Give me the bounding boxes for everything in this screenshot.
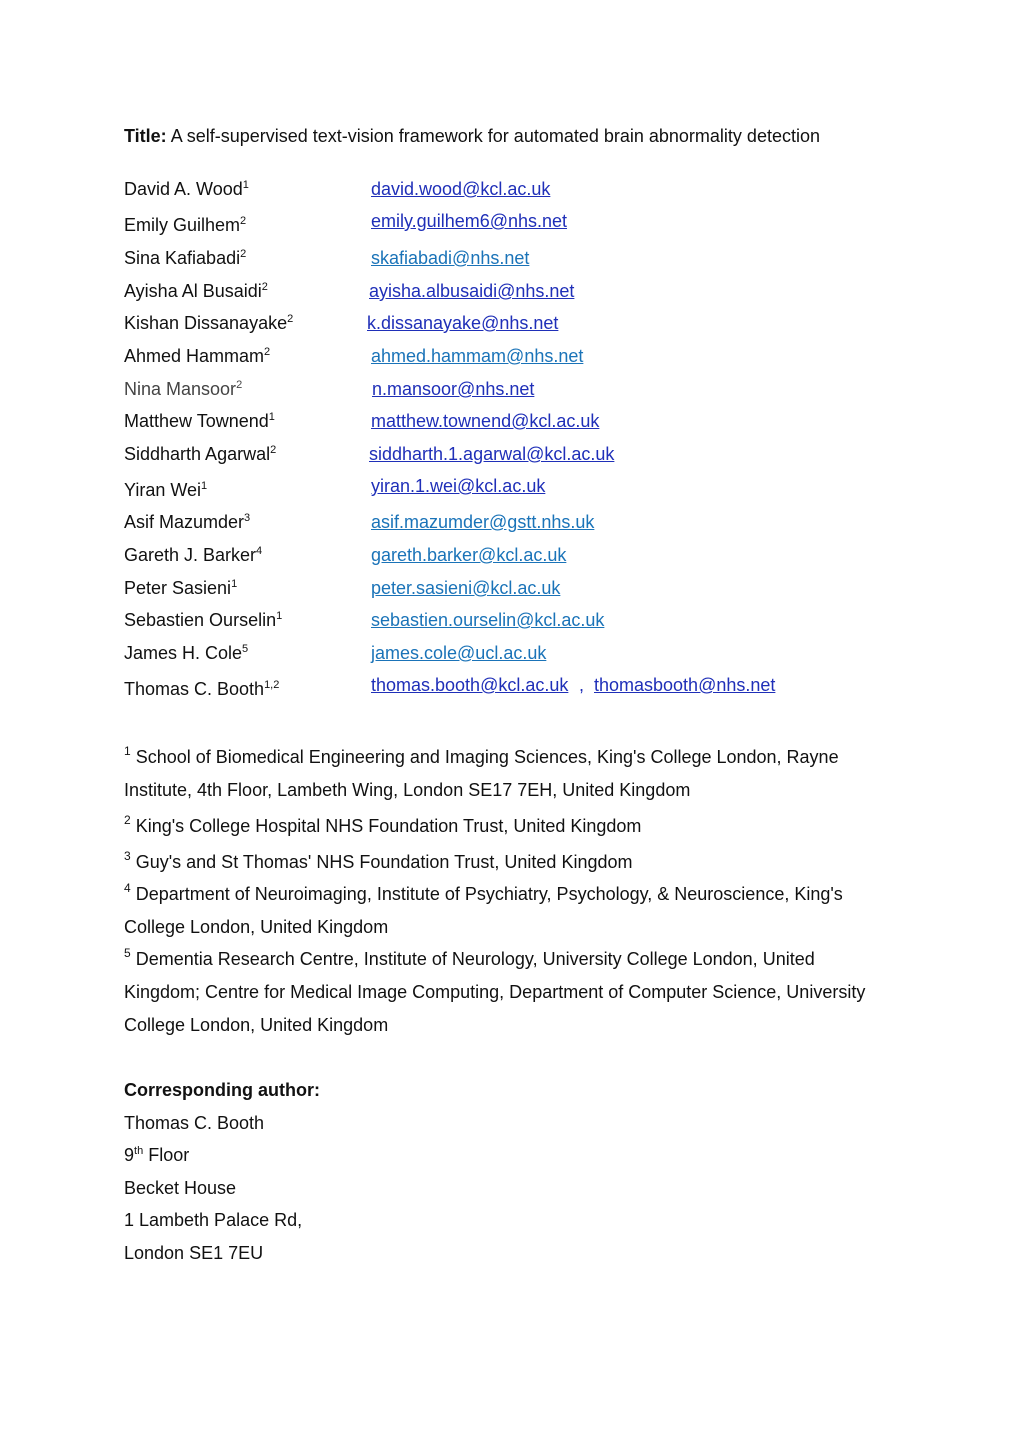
affiliation-3: [124, 846, 894, 879]
affiliation-text: Dementia Research Centre, Institute of Neurology, University College London, United Kingdom; Centre for Medical Image Computing, Department of Computer Science, University College London, United Kingdom: [124, 949, 866, 1035]
author-row: [124, 211, 924, 235]
author-name: Sina Kafiabadi$^2$: [124, 248, 247, 268]
author-email-link[interactable]: thomas.booth@kcl.ac.uk: [371, 675, 569, 695]
author-name: Yiran Wei$^1$: [124, 480, 208, 500]
author-email-link[interactable]: skafiabadi@nhs.net: [371, 248, 530, 268]
author-name: Ayisha Al Busaidi$^2$: [124, 281, 268, 301]
author-email-link[interactable]: ahmed.hammam@nhs.net: [371, 346, 584, 366]
author-email-link[interactable]: david.wood@kcl.ac.uk: [371, 179, 551, 199]
author-row: [124, 311, 924, 335]
author-row: [124, 177, 924, 201]
author-row: [124, 576, 924, 600]
author-row: [124, 608, 924, 632]
author-email-link-secondary[interactable]: thomasbooth@nhs.net: [594, 675, 776, 695]
author-row: [124, 377, 924, 401]
author-name: James H. Cole$^5$: [124, 643, 249, 663]
author-row: [124, 510, 924, 534]
author-email-link[interactable]: n.mansoor@nhs.net: [372, 379, 535, 399]
author-row: [124, 476, 924, 500]
author-email-link[interactable]: peter.sasieni@kcl.ac.uk: [371, 578, 561, 598]
corresponding-floor: 9th Floor: [124, 1145, 190, 1165]
affiliation-text: School of Biomedical Engineering and Imaging Sciences, King's College London, Rayne Institute, 4th Floor, Lambeth Wing, London SE17 7EH, United Kingdom: [124, 747, 839, 800]
author-email-link[interactable]: yiran.1.wei@kcl.ac.uk: [371, 476, 546, 496]
author-row: [124, 344, 924, 368]
author-name: Emily Guilhem$^2$: [124, 215, 247, 235]
affiliation-5: [124, 943, 894, 1042]
affiliation-number: 5: [124, 946, 131, 960]
author-name: Peter Sasieni$^1$: [124, 578, 238, 598]
author-email-link[interactable]: sebastien.ourselin@kcl.ac.uk: [371, 610, 605, 630]
corresponding-street: 1 Lambeth Palace Rd,: [124, 1210, 303, 1230]
author-email-link[interactable]: gareth.barker@kcl.ac.uk: [371, 545, 567, 565]
author-name: David A. Wood$^1$: [124, 179, 249, 199]
author-row: [124, 641, 924, 665]
author-name: Asif Mazumder$^3$: [124, 512, 251, 532]
affiliation-text: Guy's and St Thomas' NHS Foundation Trust, United Kingdom: [135, 852, 633, 872]
author-email-link[interactable]: matthew.townend@kcl.ac.uk: [371, 411, 600, 431]
affiliation-number: 2: [124, 813, 131, 827]
author-name: Nina Mansoor$^2$: [124, 379, 243, 399]
email-separator: ,: [579, 675, 585, 695]
author-name: Matthew Townend$^1$: [124, 411, 275, 431]
author-name: Gareth J. Barker$^4$: [124, 545, 263, 565]
corresponding-name: Thomas C. Booth: [124, 1113, 265, 1133]
author-name: Ahmed Hammam$^2$: [124, 346, 271, 366]
corresponding-heading: Corresponding author:: [124, 1080, 320, 1100]
affiliation-number: 4: [124, 881, 131, 895]
corresponding-city: London SE1 7EU: [124, 1243, 264, 1263]
author-name: Sebastien Ourselin$^1$: [124, 610, 283, 630]
affiliation-number: 3: [124, 849, 131, 863]
author-email-link[interactable]: ayisha.albusaidi@nhs.net: [369, 281, 575, 301]
author-row: [124, 409, 924, 433]
title-label: Title:: [124, 126, 167, 146]
author-email-link[interactable]: siddharth.1.agarwal@kcl.ac.uk: [369, 444, 615, 464]
affiliation-1: [124, 741, 894, 807]
title-text: A self-supervised text-vision framework for automated brain abnormality detection: [170, 126, 820, 146]
author-email-link[interactable]: asif.mazumder@gstt.nhs.uk: [371, 512, 595, 532]
author-row: [124, 442, 924, 466]
affiliation-2: [124, 810, 894, 843]
author-name: Kishan Dissanayake$^2$: [124, 313, 294, 333]
paper-title: [124, 125, 820, 147]
author-name: Siddharth Agarwal$^2$: [124, 444, 277, 464]
author-email-link[interactable]: emily.guilhem6@nhs.net: [371, 211, 568, 231]
author-email-link[interactable]: k.dissanayake@nhs.net: [367, 313, 559, 333]
author-row: [124, 246, 924, 270]
author-row: [124, 543, 924, 567]
affiliation-text: King's College Hospital NHS Foundation Trust, United Kingdom: [135, 816, 642, 836]
author-email-link[interactable]: james.cole@ucl.ac.uk: [371, 643, 547, 663]
affiliation-4: [124, 878, 894, 944]
corresponding-building: Becket House: [124, 1178, 237, 1198]
affiliation-number: 1: [124, 744, 131, 758]
author-row: [124, 675, 924, 699]
author-name: Thomas C. Booth$^{1,2}$: [124, 679, 280, 699]
affiliation-text: Department of Neuroimaging, Institute of Psychiatry, Psychology, & Neuroscience, King's College London, United Kingdom: [124, 884, 843, 937]
author-row: [124, 279, 924, 303]
